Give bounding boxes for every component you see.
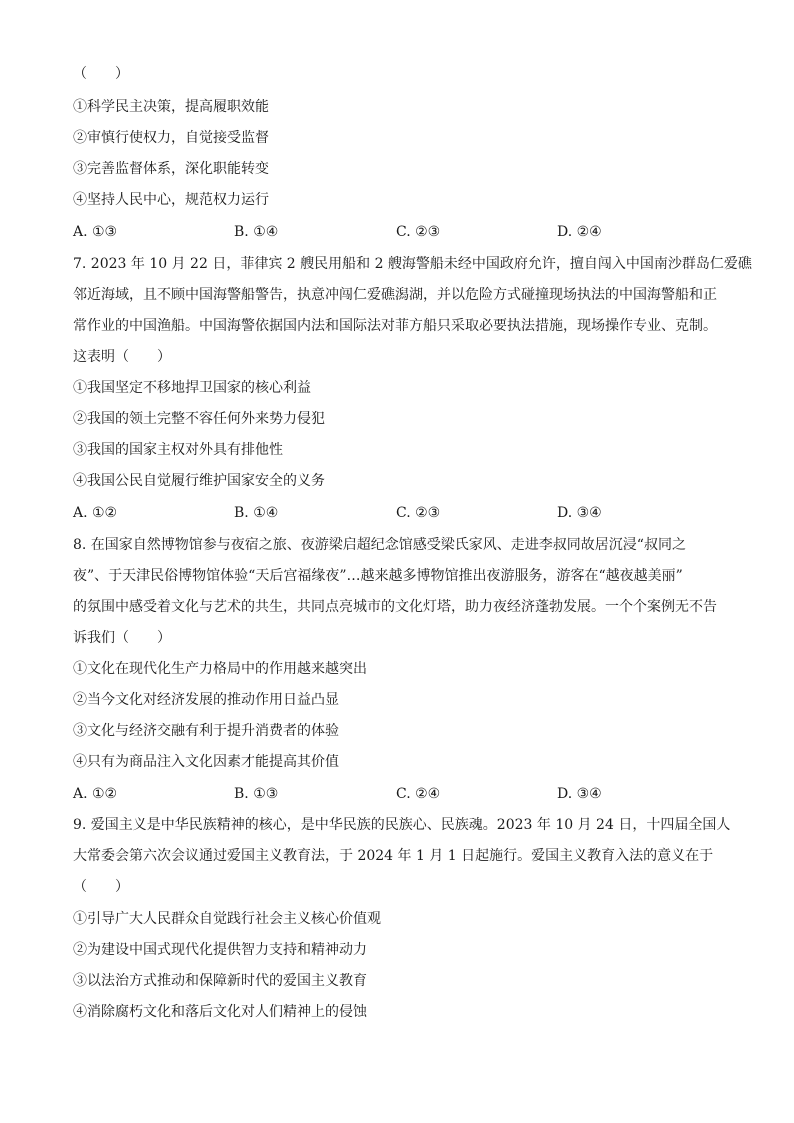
q7-option-4: ④我国公民自觉履行维护国家安全的义务	[73, 473, 325, 489]
q7-stem-line-2: 邻近海域，且不顾中国海警船警告，执意冲闯仁爱礁潟湖，并以危险方式碰撞现场执法的中国海警船和正	[73, 287, 717, 303]
q9-option-3: ③以法治方式推动和保障新时代的爱国主义教育	[73, 973, 367, 989]
q8-choice-b: B. ①③	[234, 786, 279, 802]
q9-stem-line-1: 9. 爱国主义是中华民族精神的核心，是中华民族的民族心、民族魂。2023 年 10 月 24 日，十四届全国人	[73, 817, 731, 833]
q7-option-2: ②我国的领土完整不容任何外来势力侵犯	[73, 411, 325, 427]
q6-option-2: ②审慎行使权力，自觉接受监督	[73, 130, 269, 146]
q9-option-1: ①引导广大人民群众自觉践行社会主义核心价值观	[73, 911, 381, 927]
q8-choice-c: C. ②④	[396, 786, 441, 802]
q7-choice-c: C. ②③	[396, 505, 441, 521]
q7-choice-a: A. ①②	[73, 505, 118, 521]
q8-stem-line-3: 的氛围中感受着文化与艺术的共生，共同点亮城市的文化灯塔，助力夜经济蓬勃发展。一个个案例无不告	[73, 599, 717, 615]
q6-option-4: ④坚持人民中心，规范权力运行	[73, 192, 269, 208]
q6-choice-a: A. ①③	[73, 224, 118, 240]
q9-stem-line-2: 大常委会第六次会议通过爱国主义教育法，于 2024 年 1 月 1 日起施行。爱国主义教育入法的意义在于	[73, 848, 714, 864]
q6-choice-d: D. ②④	[557, 224, 602, 240]
q8-stem-line-2: 夜”、于天津民俗博物馆体验“天后宫福缘夜”…越来越多博物馆推出夜游服务，游客在“越夜越美丽”	[73, 568, 683, 584]
q8-choice-a: A. ①②	[73, 786, 118, 802]
q6-choice-c: C. ②③	[396, 224, 441, 240]
q9-stem-line-3: （ ）	[73, 879, 129, 895]
q7-option-1: ①我国坚定不移地捍卫国家的核心利益	[73, 380, 311, 396]
q7-stem-line-3: 常作业的中国渔船。中国海警依据国内法和国际法对菲方船只采取必要执法措施，现场操作专业、克制。	[73, 318, 717, 334]
q6-option-1: ①科学民主决策，提高履职效能	[73, 99, 269, 115]
q7-stem-line-1: 7. 2023 年 10 月 22 日，菲律宾 2 艘民用船和 2 艘海警船未经中国政府允许，擅自闯入中国南沙群岛仁爱礁	[73, 256, 752, 272]
q7-option-3: ③我国的国家主权对外具有排他性	[73, 442, 283, 458]
q8-option-2: ②当今文化对经济发展的推动作用日益凸显	[73, 692, 339, 708]
q9-option-2: ②为建设中国式现代化提供智力支持和精神动力	[73, 942, 367, 958]
q6-option-3: ③完善监督体系，深化职能转变	[73, 161, 269, 177]
q8-option-1: ①文化在现代化生产力格局中的作用越来越突出	[73, 661, 367, 677]
q8-option-3: ③文化与经济交融有利于提升消费者的体验	[73, 723, 339, 739]
q7-choice-d: D. ③④	[557, 505, 602, 521]
q8-stem-line-4: 诉我们（ ）	[73, 630, 171, 646]
q8-stem-line-1: 8. 在国家自然博物馆参与夜宿之旅、夜游梁启超纪念馆感受梁氏家风、走进李叔同故居沉浸“叔同之	[73, 537, 686, 553]
q6-bracket: （ ）	[73, 66, 129, 82]
q7-choice-b: B. ①④	[234, 505, 279, 521]
q7-stem-line-4: 这表明（ ）	[73, 349, 171, 365]
q8-choice-d: D. ③④	[557, 786, 602, 802]
q8-option-4: ④只有为商品注入文化因素才能提高其价值	[73, 754, 339, 770]
q6-choice-b: B. ①④	[234, 224, 279, 240]
q9-option-4: ④消除腐朽文化和落后文化对人们精神上的侵蚀	[73, 1004, 367, 1020]
